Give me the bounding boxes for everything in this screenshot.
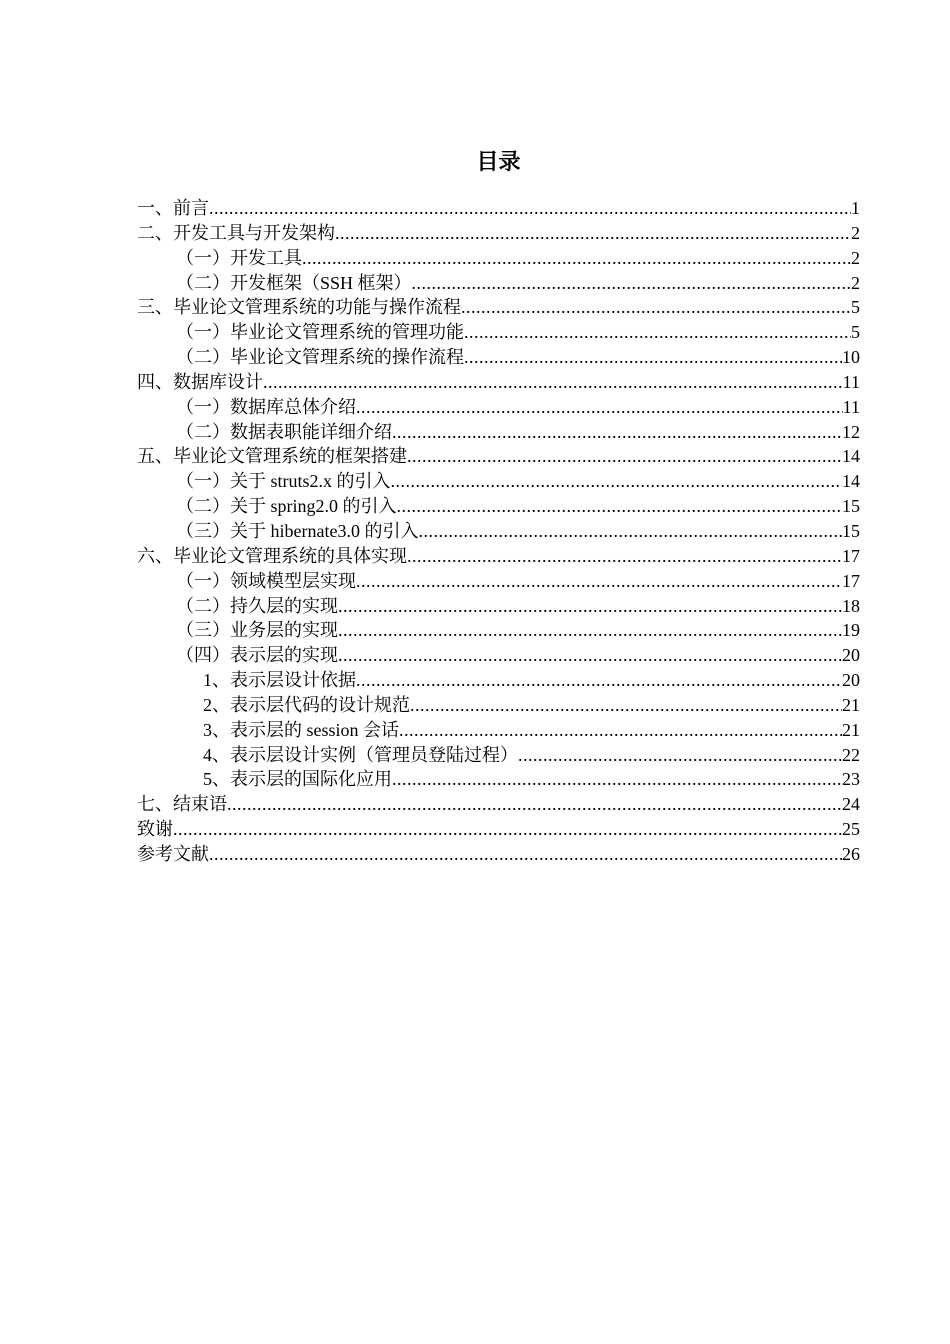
toc-entry[interactable] [137,718,860,743]
toc-entry-label: （一）毕业论文管理系统的管理功能 [176,322,464,343]
toc-entry-label: （一）领域模型层实现 [176,570,356,591]
toc-list [137,196,860,867]
toc-entry-label: （二）开发框架（SSH 框架） [176,272,412,293]
toc-entry-label: 一、前言 [137,198,209,218]
toc-dot-leader [356,668,842,693]
toc-entry[interactable] [137,395,860,420]
toc-dot-leader [209,196,851,221]
toc-dot-leader [407,444,842,469]
toc-entry-label: 3、表示层的 session 会话 [203,719,400,740]
toc-dot-leader [338,594,842,619]
toc-entry-page-number: 24 [842,794,860,815]
toc-entry-label: （三）关于 hibernate3.0 的引入 [176,520,419,541]
toc-title: 目录 [476,150,521,175]
toc-entry-page-number: 2 [851,247,860,268]
toc-entry-page-number: 26 [842,843,860,864]
toc-entry-page-number: 25 [842,819,860,840]
toc-entry-label: （一）关于 struts2.x 的引入 [176,471,391,492]
toc-entry-page-number: 11 [842,371,860,392]
toc-entry-label: 5、表示层的国际化应用 [203,769,392,790]
toc-entry[interactable] [137,569,860,594]
toc-dot-leader [397,494,843,519]
toc-entry-label: 六、毕业论文管理系统的具体实现 [137,545,407,566]
toc-entry[interactable] [137,420,860,445]
toc-entry-label: （四）表示层的实现 [176,645,338,666]
toc-dot-leader [209,842,842,867]
toc-entry[interactable] [137,743,860,768]
toc-dot-leader [338,618,842,643]
toc-entry-label: 1、表示层设计依据 [203,670,356,691]
toc-entry-page-number: 21 [842,719,860,740]
toc-entry[interactable] [137,519,860,544]
toc-dot-leader [173,817,842,842]
toc-dot-leader [418,519,842,544]
toc-entry[interactable] [137,842,860,867]
toc-dot-leader [335,221,851,246]
toc-entry-page-number: 17 [842,570,860,591]
toc-entry-label: 三、毕业论文管理系统的功能与操作流程 [137,297,461,318]
toc-entry-label: 参考文献 [137,843,209,864]
toc-entry[interactable] [137,469,860,494]
toc-dot-leader [392,767,842,792]
toc-dot-leader [356,569,842,594]
toc-entry-page-number: 2 [851,222,860,243]
toc-entry[interactable] [137,444,860,469]
toc-dot-leader [356,395,843,420]
toc-entry-page-number: 15 [842,520,860,541]
toc-entry-page-number: 14 [842,471,860,492]
toc-entry-label: （二）持久层的实现 [176,595,338,616]
toc-entry-page-number: 19 [842,620,860,641]
toc-entry-page-number: 5 [851,322,860,343]
toc-entry-page-number: 17 [842,545,860,566]
toc-entry-label: （二）毕业论文管理系统的操作流程 [176,347,464,368]
toc-dot-leader [338,643,842,668]
toc-entry[interactable] [137,370,860,395]
toc-entry[interactable] [137,345,860,370]
toc-entry[interactable] [137,594,860,619]
toc-entry-label: 2、表示层代码的设计规范 [203,694,410,715]
toc-dot-leader [392,420,842,445]
toc-dot-leader [464,320,851,345]
toc-dot-leader [263,370,843,395]
toc-entry-label: 四、数据库设计 [137,371,263,392]
toc-dot-leader [461,295,851,320]
toc-entry-page-number: 10 [842,347,860,368]
toc-entry[interactable] [137,196,860,221]
toc-entry[interactable] [137,246,860,271]
toc-dot-leader [407,544,842,569]
toc-entry-page-number: 2 [851,272,860,293]
toc-entry-page-number: 23 [842,769,860,790]
toc-dot-leader [227,792,842,817]
toc-entry-label: （一）开发工具 [176,247,302,268]
toc-entry-label: （一）数据库总体介绍 [176,396,356,417]
toc-entry-label: 五、毕业论文管理系统的框架搭建 [137,446,407,467]
toc-dot-leader [410,693,842,718]
toc-entry-label: 4、表示层设计实例（管理员登陆过程） [203,744,518,765]
toc-entry-page-number: 14 [842,446,860,467]
toc-entry[interactable] [137,320,860,345]
toc-entry-page-number: 20 [842,670,860,691]
toc-entry-page-number: 18 [842,595,860,616]
toc-entry-page-number: 12 [842,421,860,442]
toc-entry[interactable] [137,295,860,320]
toc-entry-label: 致谢 [137,819,173,840]
toc-entry-page-number: 11 [842,396,860,417]
toc-entry-page-number: 22 [842,744,860,765]
toc-entry[interactable] [137,221,860,246]
toc-entry-page-number: 1 [851,198,860,218]
toc-entry[interactable] [137,544,860,569]
toc-dot-leader [399,718,842,743]
toc-entry[interactable] [137,618,860,643]
toc-dot-leader [412,271,851,296]
toc-entry[interactable] [137,792,860,817]
toc-entry-page-number: 5 [851,297,860,318]
toc-entry[interactable] [137,767,860,792]
toc-dot-leader [302,246,851,271]
toc-entry[interactable] [137,643,860,668]
toc-entry-page-number: 20 [842,645,860,666]
toc-entry-label: （二）关于 spring2.0 的引入 [176,496,397,517]
toc-entry-label: （三）业务层的实现 [176,620,338,641]
toc-entry-label: （二）数据表职能详细介绍 [176,421,392,442]
toc-entry[interactable] [137,693,860,718]
toc-entry[interactable] [137,494,860,519]
toc-entry-label: 二、开发工具与开发架构 [137,222,335,243]
toc-dot-leader [464,345,842,370]
toc-entry[interactable] [137,668,860,693]
toc-entry-page-number: 15 [842,496,860,517]
toc-dot-leader [518,743,842,768]
toc-dot-leader [391,469,842,494]
toc-entry-page-number: 21 [842,694,860,715]
toc-entry-label: 七、结束语 [137,794,227,815]
toc-entry[interactable] [137,817,860,842]
toc-entry[interactable] [137,271,860,296]
